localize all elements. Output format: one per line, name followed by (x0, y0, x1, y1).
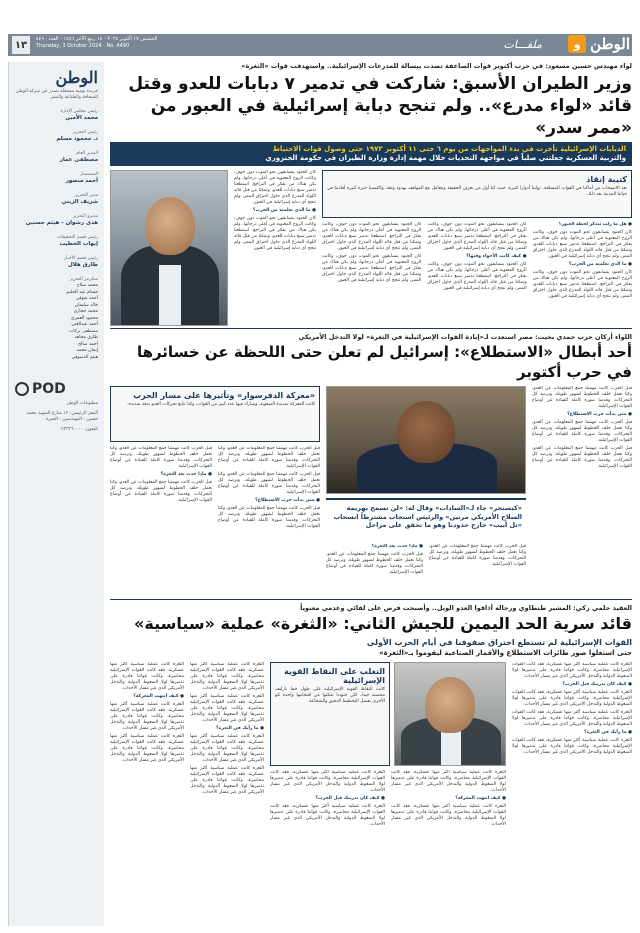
question: ● ما رأيك في الثغرة؟ (584, 730, 632, 735)
list-item: طارق مجاهد (74, 335, 98, 340)
paragraph: قبل الحرب كانت مهمتنا جمع المعلومات عن العدو، وكنا نعمل خلف الخطوط لشهور طويلة، ونرصد كل التحركات، وقدمنا صورة كاملة للقيادة عن أوضاع القوات الإسرائيلية. (532, 420, 632, 443)
staff-role: مديرو التحرير (72, 214, 98, 219)
masthead-logo[interactable] (568, 35, 630, 53)
pullquote-text: «كيسنجر» جاء لـ«السادات» وقال له: «لن نسمح بهزيمة السلاح الأمريكي مرتين» والرئيس استجاب مشترطاً انسحاب «تل أبيب» خارج حدودنا وهو ما تحقق على مراحل (333, 504, 522, 529)
paragraph: كان الجنود يتسابقون نحو الموت دون خوف، وكانت الروح المعنوية في أعلى درجاتها، ولم يكن هناك من يفكر في التراجع. استطعنا تدمير سبع دبابات للعدو، وتمكنا من قتل قائد اللواء المدرع الذي حاول اختراق الممر، ولم تنجح أي دبابة إسرائيلية في العبور. (427, 262, 527, 291)
body-column (234, 170, 316, 326)
paragraph: كان الجنود يتسابقون نحو الموت دون خوف، وكانت الروح المعنوية في أعلى درجاتها، ولم يكن هناك من يفكر في التراجع. استطعنا تدمير سبع دبابات للعدو، وتمكنا من قتل قائد اللواء المدرع الذي حاول اختراق الممر، ولم تنجح أي دبابة إسرائيلية في العبور. (427, 222, 527, 251)
story-3-callout (270, 662, 390, 766)
body-column (110, 446, 212, 612)
logo-text: الوطن (590, 35, 630, 53)
paragraph: قبل الحرب كانت مهمتنا جمع المعلومات عن العدو، وكنا نعمل خلف الخطوط لشهور طويلة، ونرصد كل التحركات، وقدمنا صورة كاملة للقيادة عن أوضاع القوات الإسرائيلية. (110, 446, 212, 469)
paragraph: كان الجنود يتسابقون نحو الموت دون خوف، وكانت الروح المعنوية في أعلى درجاتها، ولم يكن هناك من يفكر في التراجع. استطعنا تدمير سبع دبابات للعدو، وتمكنا من قتل قائد اللواء المدرع الذي حاول اختراق الممر، ولم تنجح أي دبابة إسرائيلية في العبور. (234, 216, 316, 251)
list-item: محمد حجازي (73, 309, 98, 314)
story-3 (110, 604, 632, 904)
body-column (533, 222, 632, 326)
story-1-photo (110, 170, 228, 326)
list-item: هيثم الدسوقي (71, 354, 98, 360)
question: ● كيف كان تدريبك قبل الحرب؟ (315, 796, 385, 801)
sidebar-tagline: جريدة يومية مستقلة تصدر عن شركة الوطن للصحافة والطباعة والنشر (15, 89, 98, 100)
staff-name: مصطفى عمار (59, 157, 98, 163)
list-item: محمود العمري (70, 315, 98, 321)
staff-name: شريف الزيني (61, 199, 98, 205)
staff-name: طارق هلال (67, 262, 98, 268)
story-1-callout (322, 170, 632, 218)
paragraph: الثغرة كانت عملية سياسية أكثر منها عسكرية، فقد كانت القوات الإسرائيلية محاصرة، وكانت قواتنا قادرة على تدميرها لولا الضغوط الدولية والتدخل الأمريكي الذي غير مسار الأحداث. (270, 770, 385, 793)
pod-text: POD (32, 381, 66, 397)
staff-name: د. محمود مسلم (56, 136, 98, 142)
staff-role: المدير العام (76, 151, 98, 156)
list-item: إيمان محمد (76, 348, 98, 353)
story-2-callout (110, 386, 320, 442)
paragraph: قبل الحرب كانت مهمتنا جمع المعلومات عن العدو، وكنا نعمل خلف الخطوط لشهور طويلة، ونرصد كل التحركات، وقدمنا صورة كاملة للقيادة عن أوضاع القوات الإسرائيلية. (110, 480, 212, 503)
question: ● متى بدأت حرب الاستطلاع؟ (255, 498, 320, 503)
body-column (326, 544, 423, 612)
paragraph: قبل الحرب كانت مهمتنا جمع المعلومات عن العدو، وكنا نعمل خلف الخطوط لشهور طويلة، ونرصد كل التحركات، وقدمنا صورة كاملة للقيادة عن أوضاع القوات الإسرائيلية. (532, 386, 632, 409)
story-1-subhead (110, 142, 632, 166)
paragraph: الثغرة كانت عملية سياسية أكثر منها عسكرية، فقد كانت القوات الإسرائيلية محاصرة، وكانت قواتنا قادرة على تدميرها لولا الضغوط الدولية والتدخل الأمريكي الذي غير مسار الأحداث. (512, 662, 632, 679)
body-column (322, 222, 421, 326)
paragraph: كان الجنود يتسابقون نحو الموت دون خوف، وكانت الروح المعنوية في أعلى درجاتها، ولم يكن هناك من يفكر في التراجع. استطعنا تدمير سبع دبابات للعدو، وتمكنا من قتل قائد اللواء المدرع الذي حاول اختراق الممر، ولم تنجح أي دبابة إسرائيلية في العبور. (322, 222, 422, 251)
story-2 (110, 333, 632, 595)
story-3-body-left (110, 662, 264, 894)
paragraph: كان الجنود يتسابقون نحو الموت دون خوف، وكانت الروح المعنوية في أعلى درجاتها، ولم يكن هناك من يفكر في التراجع. استطعنا تدمير سبع دبابات للعدو، وتمكنا من قتل قائد اللواء المدرع الذي حاول اختراق الممر، ولم تنجح أي دبابة إسرائيلية في العبور. (532, 230, 632, 259)
staff-name: إيهاب الخطيب (59, 241, 98, 247)
story-3-subhead-line-1: القوات الإسرائيلية لم تستطع اختراق صفوفنا في أيام الحرب الأولى (366, 638, 632, 647)
paragraph: قبل الحرب كانت مهمتنا جمع المعلومات عن العدو، وكنا نعمل خلف الخطوط لشهور طويلة، ونرصد كل التحركات، وقدمنا صورة كاملة للقيادة عن أوضاع القوات الإسرائيلية. (218, 446, 320, 469)
main-content (110, 62, 632, 904)
staff-entry (15, 256, 98, 269)
body-column (532, 386, 632, 612)
page-number: ١٣ (12, 36, 30, 54)
paragraph: الثغرة كانت عملية سياسية أكثر منها عسكرية، فقد كانت القوات الإسرائيلية محاصرة، وكانت قواتنا قادرة على تدميرها لولا الضغوط الدولية والتدخل الأمريكي الذي غير مسار الأحداث. (391, 770, 506, 793)
staff-role: رئيس قسم التحقيقات (57, 235, 98, 240)
paragraph: قبل الحرب كانت مهمتنا جمع المعلومات عن العدو، وكنا نعمل خلف الخطوط لشهور طويلة، ونرصد كل التحركات، وقدمنا صورة كاملة للقيادة عن أوضاع القوات الإسرائيلية. (532, 446, 632, 469)
story-2-body-right (532, 386, 632, 612)
staff-entry (15, 214, 98, 227)
callout-body: بعد الانسحاب من أماكنا في القوات المسلحة، تولينا أدوارا كثيرة، حيث كنا أول من يعرف الحقيقة ونتعامل مع المواقف بهدوء وثقة، واكتسبنا خبرة كبيرة أفادتنا في حياتنا المدنية بعد ذلك. (327, 186, 627, 197)
question: ● كيف كان تدريبك قبل الحرب؟ (562, 682, 632, 687)
body-column (427, 222, 526, 326)
body-column (512, 662, 632, 894)
staff-list-title: سكرتير التحرير (69, 277, 98, 282)
paragraph: قبل الحرب كانت مهمتنا جمع المعلومات عن العدو، وكنا نعمل خلف الخطوط لشهور طويلة، ونرصد كل التحركات، وقدمنا صورة كاملة للقيادة عن أوضاع القوات الإسرائيلية. (218, 506, 320, 529)
story-2-kicker: اللواء أركان حرب حمدي بخيت: مصر استعدت لـ«إبادة القوات الإسرائيلية في الثغرة» لولا التدخل الأمريكي (298, 333, 632, 341)
pod-logo (15, 381, 98, 397)
staff-name: هدى رشوان - هيثم حسنين (25, 220, 98, 226)
story-3-subhead-line-2: حتى استغلوا صور طائرات الاستطلاع والأقمار الصناعية ليقوموا بـ«الثغرة» (379, 649, 632, 657)
question: ● كيف انتهت المعركة؟ (455, 796, 506, 801)
callout-body: كانت النقاط القوية الإسرائيلية على طول خط بارليف محصنة جيدا، لكن جنودنا تمكنوا من اقتحامها واحدة تلو الأخرى بفضل التخطيط الدقيق والشجاعة. (275, 687, 385, 704)
dateline-english: Thursday, 3 October 2024 - No. 4490 (36, 43, 130, 49)
list-item: محمد صلاح (76, 283, 98, 288)
story-2-body-left (110, 446, 320, 612)
story-1-subhead-line-2: والتربية العسكرية جعلتني صلباً في مواجهة التحديات خلال مهمة إدارة وزارة الطيران في حكومة الجنزوري (265, 154, 626, 162)
paragraph: قبل الحرب كانت مهمتنا جمع المعلومات عن العدو، وكنا نعمل خلف الخطوط لشهور طويلة، ونرصد كل التحركات، وقدمنا صورة كاملة للقيادة عن أوضاع القوات الإسرائيلية. (218, 472, 320, 495)
paragraph: كان الجنود يتسابقون نحو الموت دون خوف، وكانت الروح المعنوية في أعلى درجاتها، ولم يكن هناك من يفكر في التراجع. استطعنا تدمير سبع دبابات للعدو، وتمكنا من قتل قائد اللواء المدرع الذي حاول اختراق الممر، ولم تنجح أي دبابة إسرائيلية في العبور. (322, 254, 422, 283)
question: ● كيف كانت الأجواء وقتها؟ (466, 254, 527, 259)
story-1 (110, 62, 632, 324)
paragraph: الثغرة كانت عملية سياسية أكثر منها عسكرية، فقد كانت القوات الإسرائيلية محاصرة، وكانت قواتنا قادرة على تدميرها لولا الضغوط الدولية والتدخل الأمريكي الذي غير مسار الأحداث. (110, 734, 184, 763)
paragraph: الثغرة كانت عملية سياسية أكثر منها عسكرية، فقد كانت القوات الإسرائيلية محاصرة، وكانت قواتنا قادرة على تدميرها لولا الضغوط الدولية والتدخل الأمريكي الذي غير مسار الأحداث. (512, 710, 632, 727)
story-2-body-mid (326, 544, 526, 612)
story-3-photo (394, 662, 506, 766)
staff-role: مدير التحرير (74, 193, 98, 198)
question: ● كيف انتهت المعركة؟ (133, 694, 184, 699)
address: المقر الرئيسي: ١٢ شارع الشهيد محمد حسين - المهندسين - الجيزة (26, 411, 98, 422)
callout-title: «معركة الدفرسوار» وتأثيرها على مسار الحرب (133, 391, 315, 400)
staff-list (15, 277, 98, 361)
staff-entry (15, 193, 98, 206)
dateline-arabic: الخميس ١٧ أكتوبر ٢٠٢٤ - ١٤ ربيع الآخر ١٤٤٦ - العدد ٤٤٩٠ (36, 36, 158, 42)
phone: تليفون: ٠٢٣٣٣٦٠٠٠٠ (58, 427, 98, 432)
paragraph: الثغرة كانت عملية سياسية أكثر منها عسكرية، فقد كانت القوات الإسرائيلية محاصرة، وكانت قواتنا قادرة على تدميرها لولا الضغوط الدولية والتدخل الأمريكي الذي غير مسار الأحداث. (512, 690, 632, 707)
section-divider (110, 328, 632, 329)
paragraph: كان الجنود يتسابقون نحو الموت دون خوف، وكانت الروح المعنوية في أعلى درجاتها، ولم يكن هناك من يفكر في التراجع. استطعنا تدمير سبع دبابات للعدو، وتمكنا من قتل قائد اللواء المدرع الذي حاول اختراق الممر، ولم تنجح أي دبابة إسرائيلية في العبور. (234, 170, 316, 205)
callout-title: التغلب على النقاط القوية الإسرائيلية (284, 667, 385, 685)
body-column (270, 770, 385, 894)
paragraph: الثغرة كانت عملية سياسية أكثر منها عسكرية، فقد كانت القوات الإسرائيلية محاصرة، وكانت قواتنا قادرة على تدميرها لولا الضغوط الدولية والتدخل الأمريكي الذي غير مسار الأحداث. (110, 662, 184, 691)
story-3-body-right (512, 662, 632, 894)
callout-body: كانت المعركة شديدة الصعوبة، وشارك فيها عدد كبير من القوات، وكنا نتابع تحركات العدو بدقة شديدة. (127, 402, 315, 407)
logo-mark-icon: و (568, 35, 586, 53)
story-2-pullquote (326, 498, 526, 540)
paragraph: الثغرة كانت عملية سياسية أكثر منها عسكرية، فقد كانت القوات الإسرائيلية محاصرة، وكانت قواتنا قادرة على تدميرها لولا الضغوط الدولية والتدخل الأمريكي الذي غير مسار الأحداث. (270, 804, 385, 827)
question: ● هل ما زلت تتذكر لحظة العبور؟ (558, 222, 632, 227)
pod-icon (15, 382, 29, 396)
story-2-headline[interactable]: أحد أبطال «الاستطلاع»: إسرائيل لم تعلن حتى اللحظة عن خسائرها في حرب أكتوبر (136, 343, 632, 381)
story-3-body-mid (270, 770, 506, 894)
story-3-subhead (110, 637, 632, 658)
staff-sidebar (8, 62, 104, 926)
question: ● ما رأيك في الثغرة؟ (216, 726, 264, 731)
staff-role: رئيس مجلس الإدارة (60, 109, 98, 114)
story-1-kicker: لواء مهندس حسين مسعود: في حرب أكتوبر قوات الصاعقة تصدت ببسالة للمدرعات الإسرائيلية.. واستهدفت قوات «الثغرة» (241, 62, 632, 70)
dateline (36, 36, 157, 50)
paragraph: الثغرة كانت عملية سياسية أكثر منها عسكرية، فقد كانت القوات الإسرائيلية محاصرة، وكانت قواتنا قادرة على تدميرها لولا الضغوط الدولية والتدخل الأمريكي الذي غير مسار الأحداث. (391, 804, 506, 827)
paragraph: الثغرة كانت عملية سياسية أكثر منها عسكرية، فقد كانت القوات الإسرائيلية محاصرة، وكانت قواتنا قادرة على تدميرها لولا الضغوط الدولية والتدخل الأمريكي الذي غير مسار الأحداث. (190, 766, 264, 795)
body-column (218, 446, 320, 612)
paragraph: الثغرة كانت عملية سياسية أكثر منها عسكرية، فقد كانت القوات الإسرائيلية محاصرة، وكانت قواتنا قادرة على تدميرها لولا الضغوط الدولية والتدخل الأمريكي الذي غير مسار الأحداث. (190, 694, 264, 723)
staff-name: أحمد منصور (65, 178, 98, 184)
question: ● متى بدأت حرب الاستطلاع؟ (567, 412, 632, 417)
story-2-photo (326, 386, 526, 494)
list-item: مصطفى بركات (69, 328, 98, 334)
sidebar-logo: الوطن (55, 68, 98, 87)
staff-entry (15, 235, 98, 248)
body-column (110, 662, 184, 894)
body-column (190, 662, 264, 894)
paragraph: كان الجنود يتسابقون نحو الموت دون خوف، وكانت الروح المعنوية في أعلى درجاتها، ولم يكن هناك من يفكر في التراجع. استطعنا تدمير سبع دبابات للعدو، وتمكنا من قتل قائد اللواء المدرع الذي حاول اختراق الممر، ولم تنجح أي دبابة إسرائيلية في العبور. (532, 270, 632, 299)
staff-entry (15, 172, 98, 185)
question: ● ماذا حدث بعد الثغرة؟ (160, 472, 212, 477)
body-column (429, 544, 526, 612)
paragraph: قبل الحرب كانت مهمتنا جمع المعلومات عن العدو، وكنا نعمل خلف الخطوط لشهور طويلة، ونرصد كل التحركات، وقدمنا صورة كاملة للقيادة عن أوضاع القوات الإسرائيلية. (429, 544, 526, 567)
list-item: أحمد عبدالغني (71, 322, 98, 327)
section-label: ملفـــات (503, 38, 542, 51)
paragraph: الثغرة كانت عملية سياسية أكثر منها عسكرية، فقد كانت القوات الإسرائيلية محاصرة، وكانت قواتنا قادرة على تدميرها لولا الضغوط الدولية والتدخل الأمريكي الذي غير مسار الأحداث. (512, 738, 632, 755)
staff-role: رئيس قسم الأخبار (63, 256, 98, 261)
paragraph: قبل الحرب كانت مهمتنا جمع المعلومات عن العدو، وكنا نعمل خلف الخطوط لشهور طويلة، ونرصد كل التحركات، وقدمنا صورة كاملة للقيادة عن أوضاع القوات الإسرائيلية. (326, 552, 423, 575)
story-1-headline[interactable]: وزير الطيران الأسبق: شاركت في تدمير ٧ دبابات للعدو وقتل قائد «لواء مدرع».. ولم تنجح دبابة إسرائيلية في العبور من «ممر سدر» (128, 74, 632, 138)
story-3-headline[interactable]: قائد سرية الحد اليمين للجيش الثاني: «الثغرة» عملية «سياسية» (134, 614, 632, 633)
story-3-kicker: العقيد حلمي زكي: المشير طنطاوي ورجاله أذاقوا العدو الويل.. وأصبحت فرص على لقائي وعدمي معنوياً (300, 604, 632, 612)
staff-entry (15, 130, 98, 143)
list-item: حسام عبد الحليم (66, 289, 98, 295)
paragraph: الثغرة كانت عملية سياسية أكثر منها عسكرية، فقد كانت القوات الإسرائيلية محاصرة، وكانت قواتنا قادرة على تدميرها لولا الضغوط الدولية والتدخل الأمريكي الذي غير مسار الأحداث. (190, 662, 264, 691)
story-1-body-left (234, 170, 316, 326)
staff-name: محمد الأمين (65, 115, 98, 121)
body-column (391, 770, 506, 894)
paragraph: الثغرة كانت عملية سياسية أكثر منها عسكرية، فقد كانت القوات الإسرائيلية محاصرة، وكانت قواتنا قادرة على تدميرها لولا الضغوط الدولية والتدخل الأمريكي الذي غير مسار الأحداث. (190, 734, 264, 763)
staff-entry (15, 151, 98, 164)
question: ● ماذا حدث بعد الثغرة؟ (371, 544, 423, 549)
story-1-subhead-line-1: الدبابات الإسرائيلية تأخرت في بدء المواجهات من يوم ٦ حتى ١١ أكتوبر ١٩٧٣ حتى وصول قوات الاحتياط (272, 145, 626, 153)
paragraph: الثغرة كانت عملية سياسية أكثر منها عسكرية، فقد كانت القوات الإسرائيلية محاصرة، وكانت قواتنا قادرة على تدميرها لولا الضغوط الدولية والتدخل الأمريكي الذي غير مسار الأحداث. (110, 702, 184, 731)
question: ● ما الذي تعلمته من الحرب؟ (568, 262, 632, 267)
question: ● ما الذي تعلمته من الحرب؟ (252, 208, 316, 213)
list-item: خالد سليمان (74, 302, 98, 308)
story-1-body (322, 222, 632, 326)
list-item: أحمد شوقي (75, 296, 98, 301)
staff-role: رئيس التحرير (72, 130, 98, 135)
pod-caption: مطبوعات الوطن (66, 401, 98, 406)
staff-role: المستشار (79, 172, 98, 177)
staff-entry (15, 109, 98, 122)
callout-title: كتيبة إنقاذ (586, 175, 627, 184)
list-item: أحمد صالح (78, 341, 98, 347)
